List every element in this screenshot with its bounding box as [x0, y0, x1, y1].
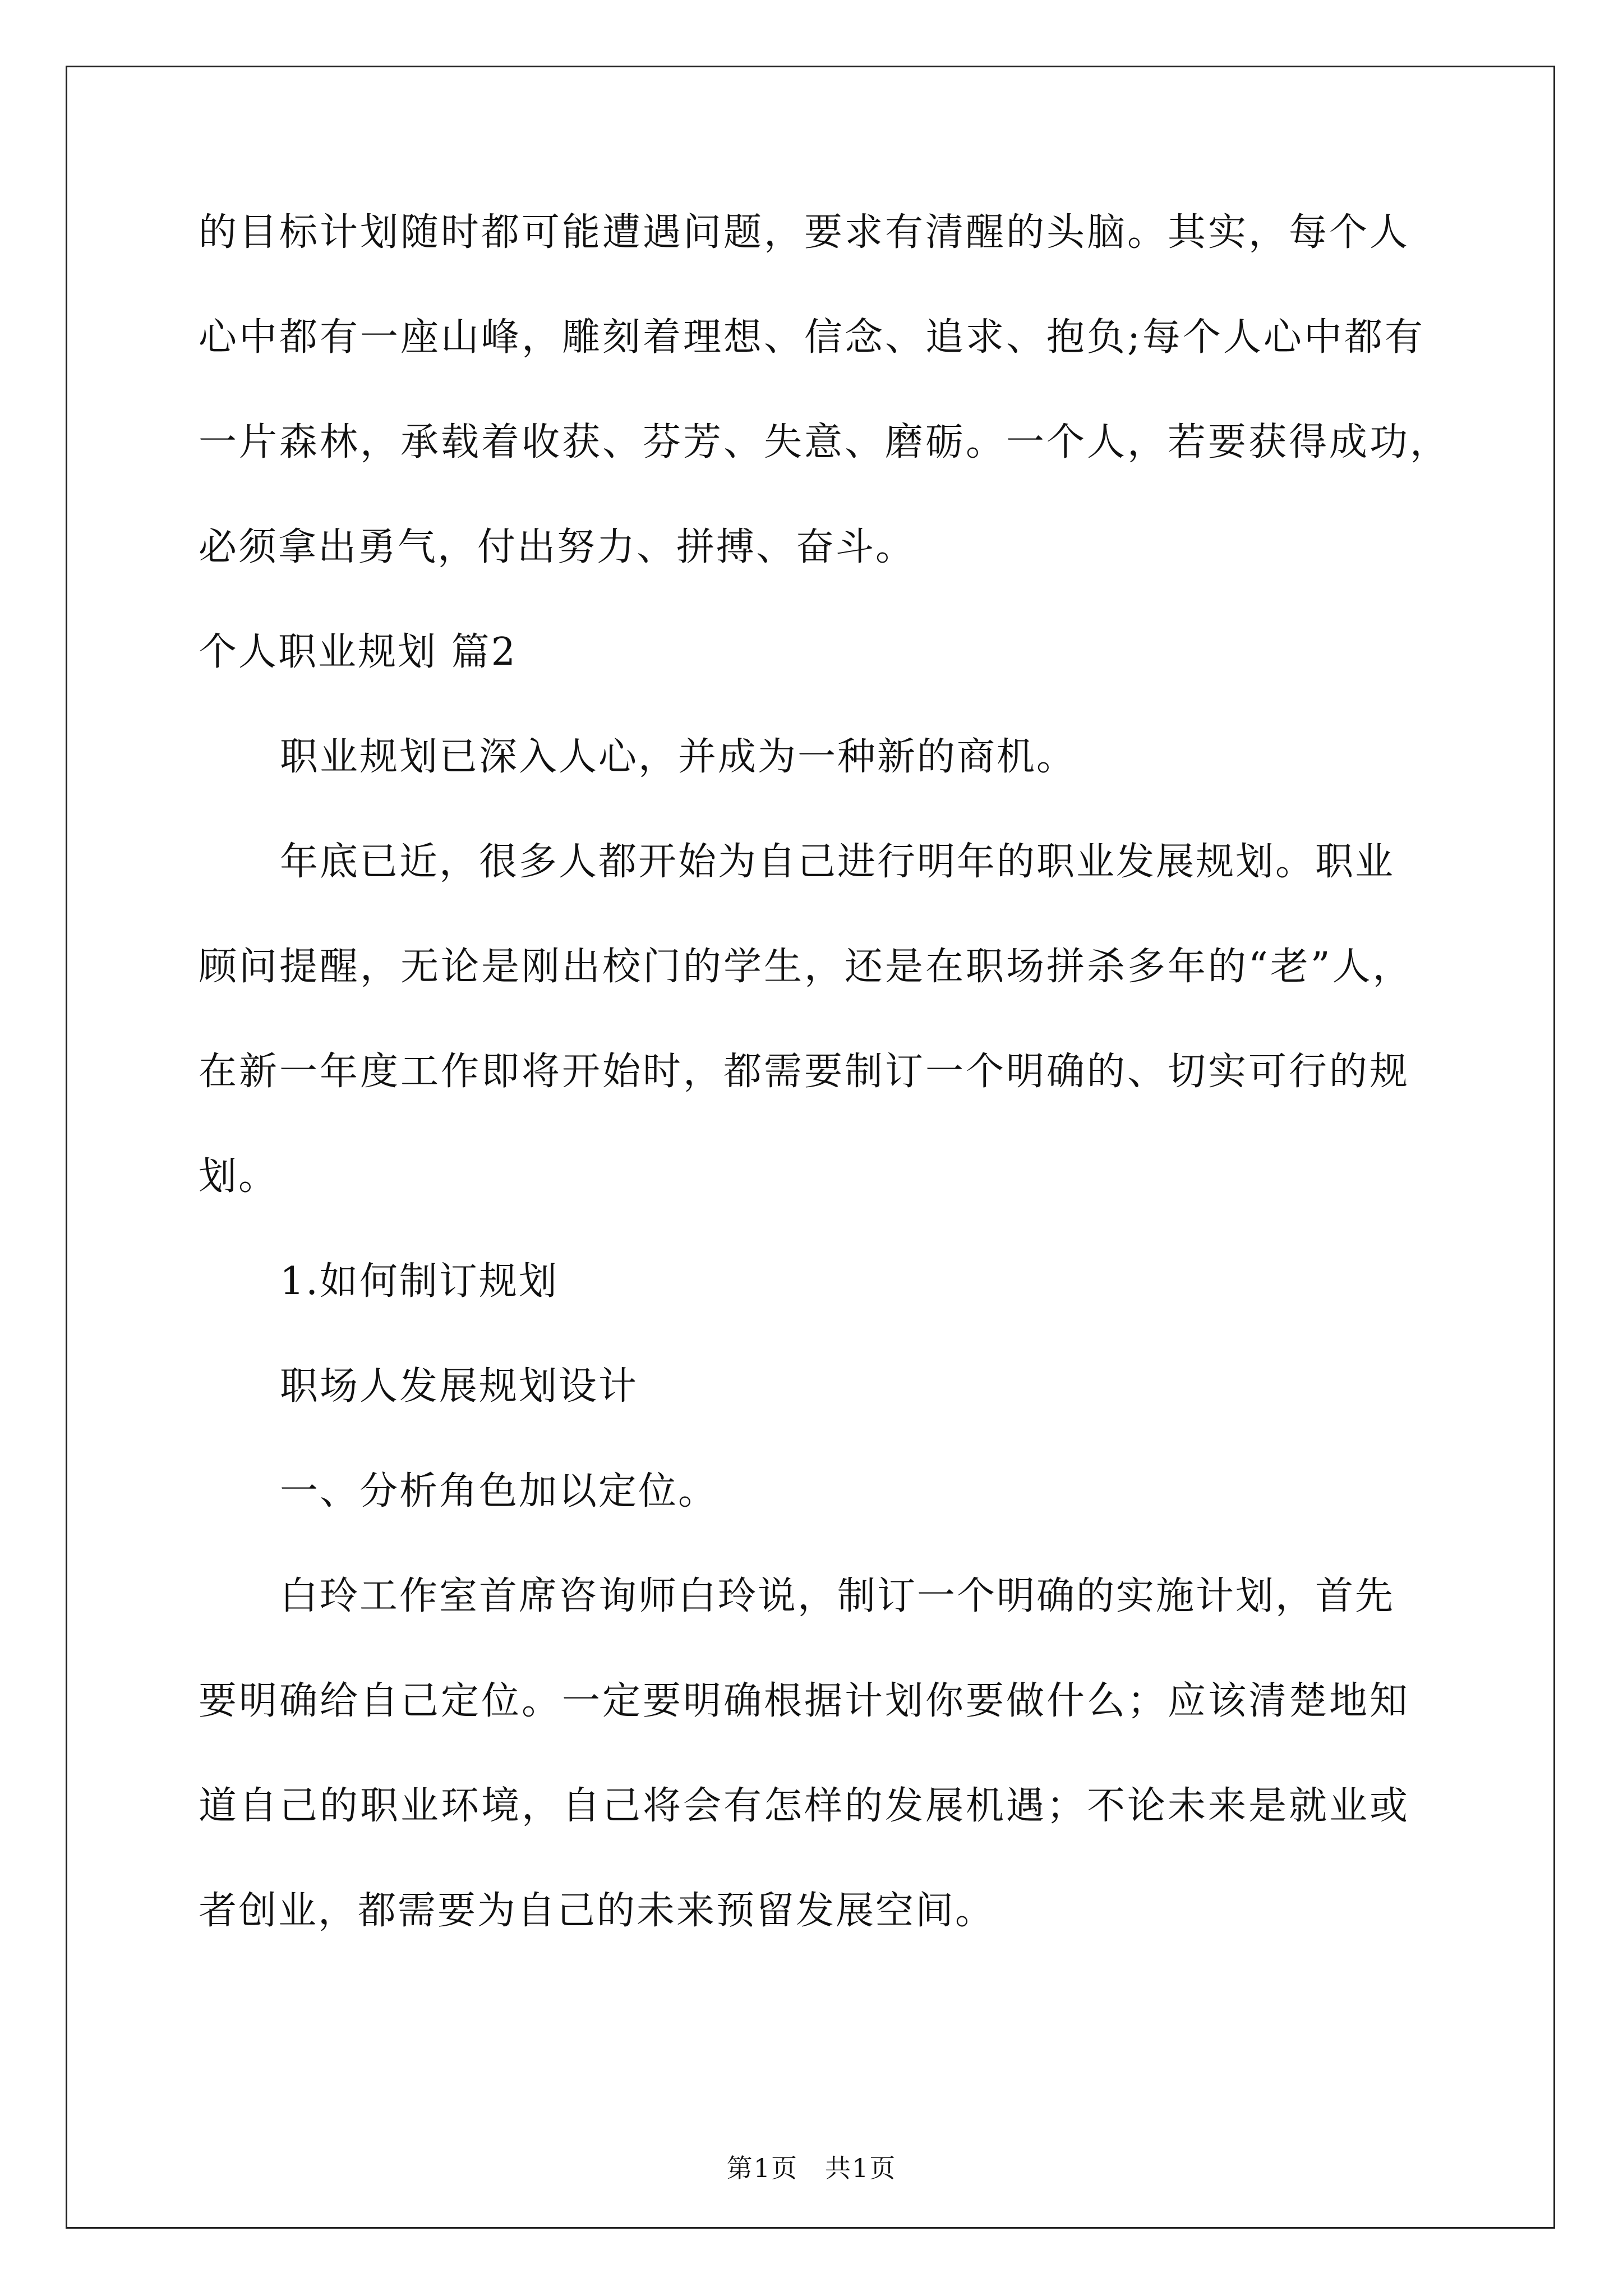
- subheading: 1.如何制订规划: [280, 1259, 559, 1304]
- paragraph-line: 的目标计划随时都可能遭遇问题，要求有清醒的头脑。其实，每个人: [199, 210, 1410, 255]
- paragraph-line: 必须拿出勇气，付出努力、拼搏、奋斗。: [199, 525, 916, 569]
- paragraph-line: 一片森林，承载着收获、芬芳、失意、磨砺。一个人，若要获得成功，: [199, 420, 1451, 464]
- subheading: 职场人发展规划设计: [280, 1364, 639, 1409]
- paragraph-line: 心中都有一座山峰，雕刻着理想、信念、追求、抱负;每个人心中都有: [199, 315, 1425, 360]
- document-body: [199, 208, 1451, 1991]
- paragraph-line: 年底已近，很多人都开始为自己进行明年的职业发展规划。职业: [280, 840, 1395, 884]
- paragraph-line: 白玲工作室首席咨询师白玲说，制订一个明确的实施计划，首先: [280, 1574, 1395, 1618]
- page-footer: 第1页 共1页: [726, 2153, 897, 2183]
- paragraph-line: 在新一年度工作即将开始时，都需要制订一个明确的、切实可行的规: [199, 1050, 1410, 1094]
- section-heading: 个人职业规划 篇2: [199, 630, 517, 674]
- paragraph-line: 要明确给自己定位。一定要明确根据计划你要做什么；应该清楚地知: [199, 1679, 1410, 1723]
- paragraph-line: 顾问提醒，无论是刚出校门的学生，还是在职场拼杀多年的“老”人，: [199, 945, 1413, 989]
- paragraph-line: 划。: [199, 1154, 279, 1199]
- subheading: 一、分析角色加以定位。: [280, 1469, 718, 1513]
- paragraph-line: 者创业，都需要为自己的未来预留发展空间。: [199, 1889, 995, 1933]
- paragraph-line: 职业规划已深入人心，并成为一种新的商机。: [280, 735, 1077, 779]
- paragraph-line: 道自己的职业环境，自己将会有怎样的发展机遇；不论未来是就业或: [199, 1784, 1410, 1828]
